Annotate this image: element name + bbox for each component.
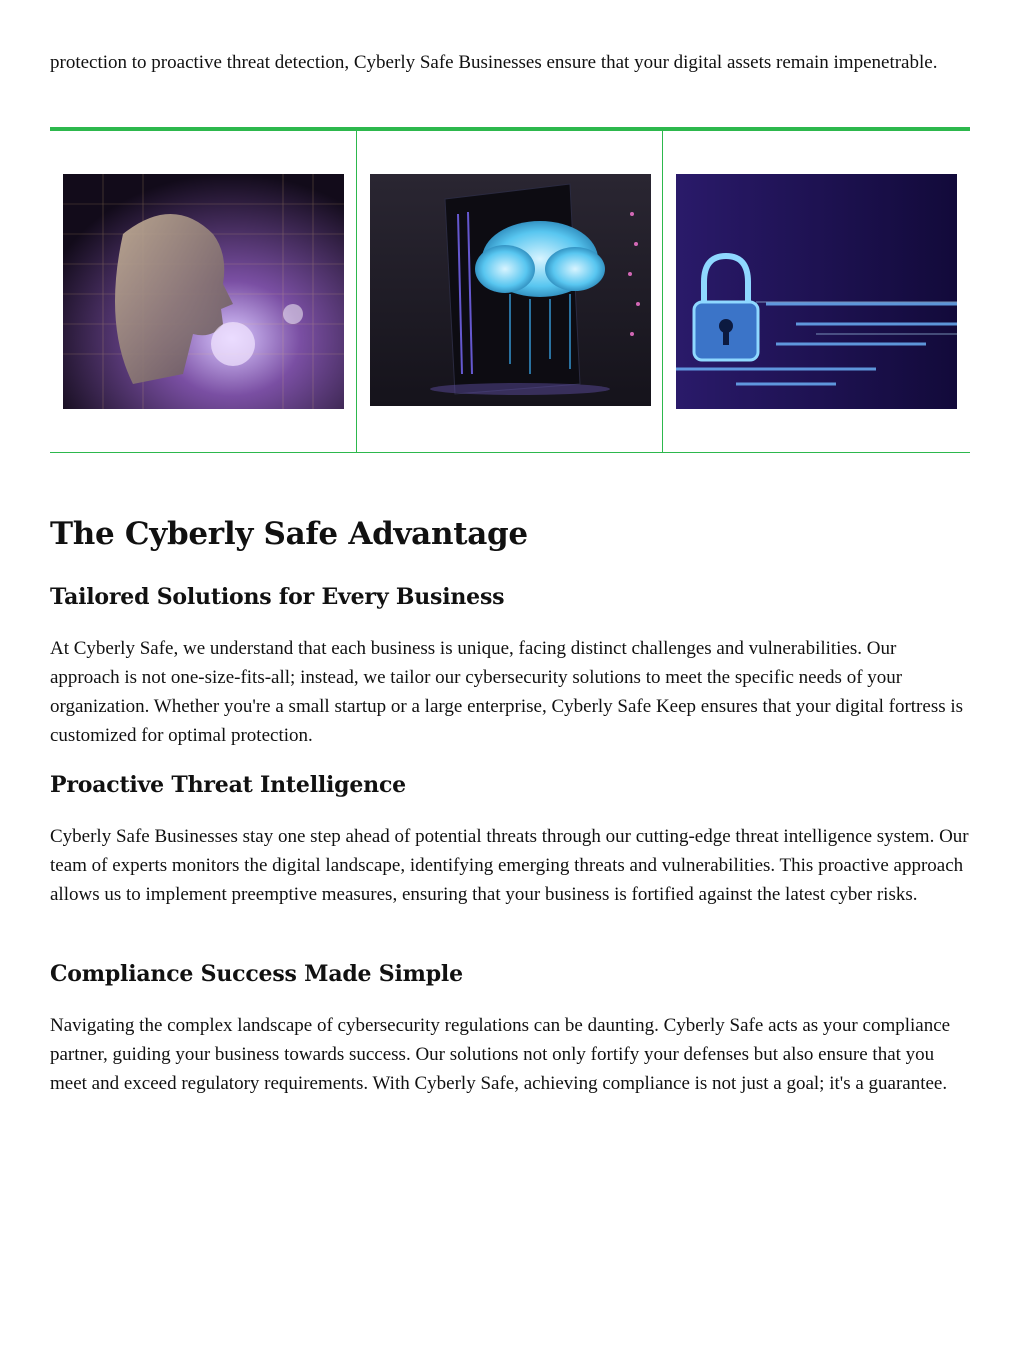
intro-paragraph: protection to proactive threat detection, Cyberly Safe Businesses ensure that your digital assets remain impenetrable. (50, 52, 938, 73)
section-title: The Cyberly Safe Advantage (50, 516, 528, 552)
image-gallery (50, 127, 970, 453)
subsection-heading-tailored: Tailored Solutions for Every Business (50, 584, 505, 610)
padlock-circuit-image (676, 174, 957, 409)
subsection-heading-compliance: Compliance Success Made Simple (50, 961, 463, 987)
ai-head-image (63, 174, 344, 409)
gallery-cell-1 (50, 131, 357, 452)
subsection-body-tailored: At Cyberly Safe, we understand that each business is unique, facing distinct challenges and vulnerabilities. Our approach is not one-size-fits-all; instead, we tailor our cybersecurity solutions to meet the specific needs of your organization. Whether you're a small startup or a large enterprise, Cyberly Safe Keep ensures that your digital fortress is customized for optimal protection. (50, 638, 964, 746)
gallery-cell-2 (357, 131, 663, 452)
subsection-body-threat-intelligence: Cyberly Safe Businesses stay one step ahead of potential threats through our cutting-edge threat intelligence system. Our team of experts monitors the digital landscape, identifying emerging threats and vulnerabilities. This proactive approach allows us to implement preemptive measures, ensuring that your business is fortified against the latest cyber risks. (50, 826, 969, 905)
subsection-body-compliance: Navigating the complex landscape of cybersecurity regulations can be daunting. Cyberly Safe acts as your compliance partner, guiding your business towards success. Our solutions not only fortify your defenses but also ensure that you meet and exceed regulatory requirements. With Cyberly Safe, achieving compliance is not just a goal; it's a guarantee. (50, 1015, 951, 1094)
cloud-server-image (370, 174, 651, 406)
subsection-heading-threat-intelligence: Proactive Threat Intelligence (50, 772, 406, 798)
gallery-cell-3 (663, 131, 970, 452)
